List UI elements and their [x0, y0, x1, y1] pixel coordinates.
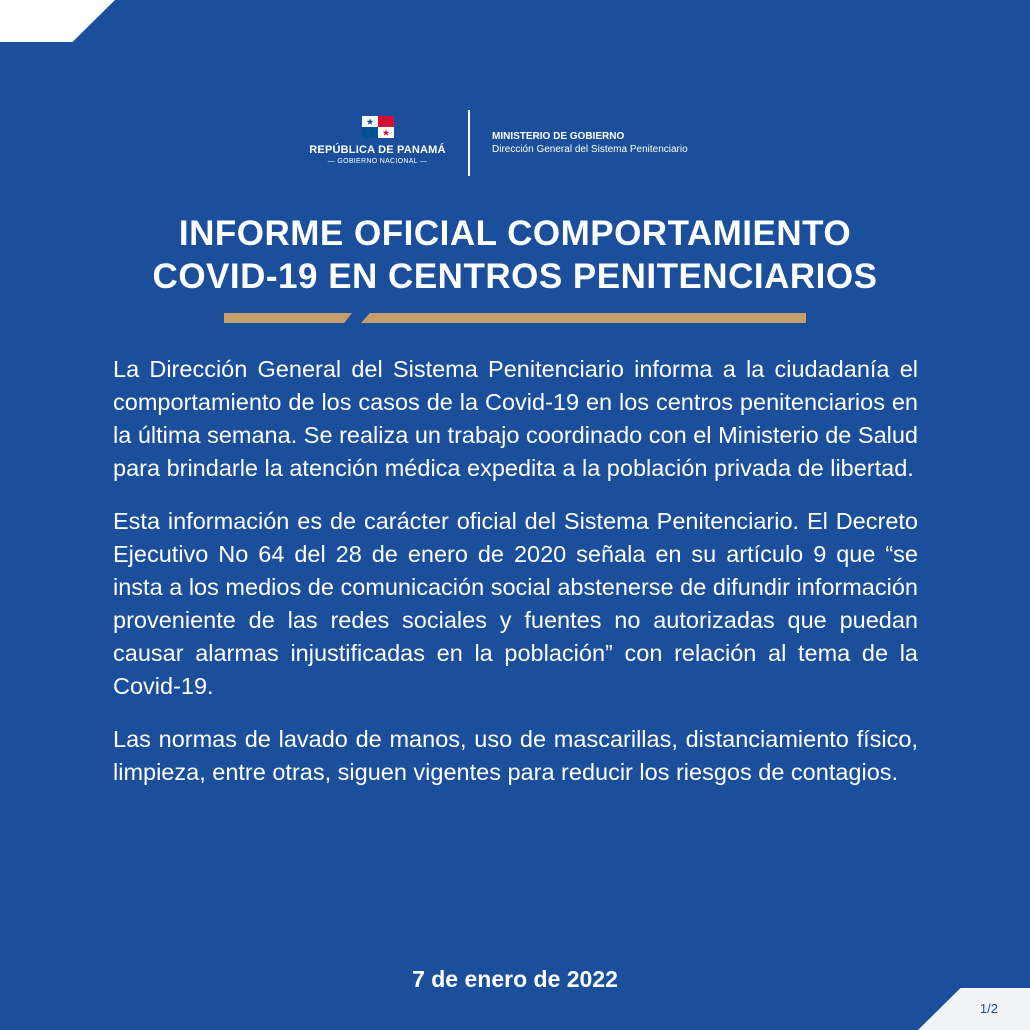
page-title — [0, 212, 1030, 298]
ministry-block — [492, 131, 688, 155]
title-line-1: INFORME OFICIAL COMPORTAMIENTO — [178, 214, 852, 253]
government-logo — [300, 116, 455, 165]
corner-decoration-bottom-right — [918, 988, 1030, 1030]
paragraph-3: Las normas de lavado de manos, uso de mascarillas, distanciamiento físico, limpieza, entre otras, siguen vigentes para reducir los riesgos de contagios. — [113, 726, 918, 785]
page-indicator: 1/2 — [979, 1001, 998, 1016]
title-underline-right — [361, 313, 806, 323]
publication-date: 7 de enero de 2022 — [412, 966, 618, 992]
government-subtitle: — GOBIERNO NACIONAL — — [327, 158, 428, 165]
body-text — [113, 353, 918, 809]
header-divider — [468, 110, 470, 176]
ministry-name: MINISTERIO DE GOBIERNO — [492, 131, 625, 142]
title-line-2: COVID-19 EN CENTROS PENITENCIARIOS — [152, 257, 878, 296]
header — [0, 110, 1030, 180]
panama-flag-icon — [362, 116, 394, 138]
government-name: REPÚBLICA DE PANAMÁ — [309, 144, 446, 156]
corner-decoration-top-left — [0, 0, 115, 42]
paragraph-1: La Dirección General del Sistema Penitenciario informa a la ciudadanía el comportamiento de los casos de la Covid-19 en los centros penitenciarios en la última semana. Se realiza un trabajo coordinado con el Ministerio de Salud para brindarle la atención médica expedita a la población privada de libertad. — [113, 356, 918, 481]
title-underline-left — [224, 313, 352, 323]
paragraph-2: Esta información es de carácter oficial del Sistema Penitenciario. El Decreto Ejecutivo No 64 del 28 de enero de 2020 señala en su artículo 9 que “se insta a los medios de comunicación social abstenerse de difundir información proveniente de las redes sociales y fuentes no autorizadas que puedan causar alarmas injustificadas en la población” con relación al tema de la Covid-19. — [113, 508, 918, 699]
directorate-name: Dirección General del Sistema Penitenciario — [492, 144, 688, 155]
